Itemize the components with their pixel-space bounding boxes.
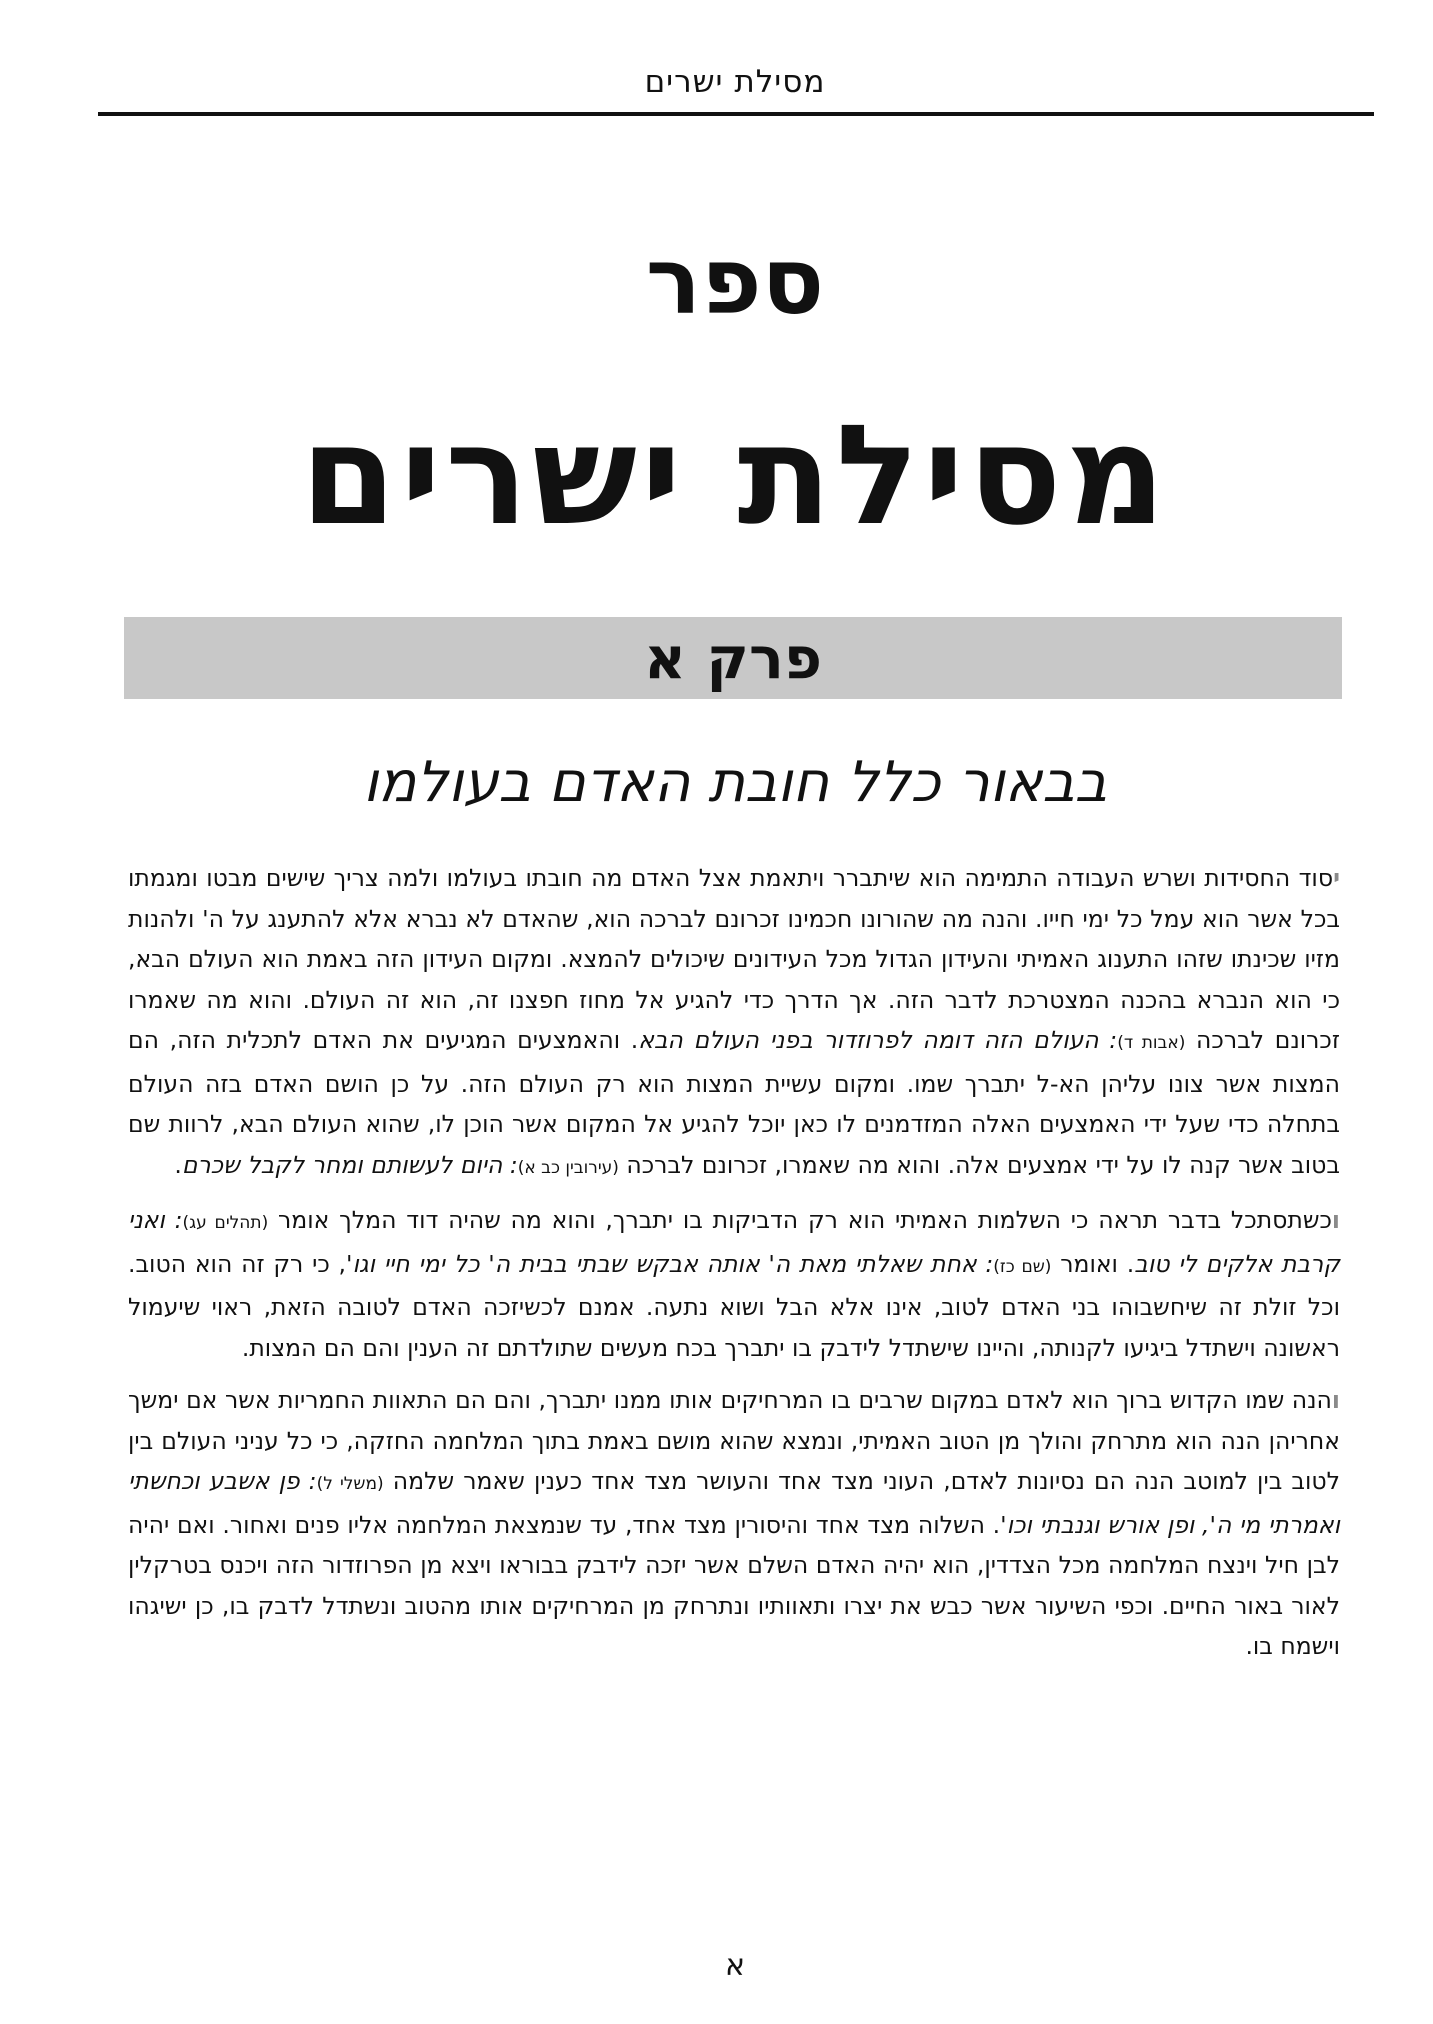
header-rule [98,112,1374,116]
quotation: : פן אשבע וכחשתי ואמרתי מי ה', ופן אורש וגנבתי וכו' [128,1467,1341,1539]
source-citation: (תהלים עג) [182,1213,269,1233]
paragraph-text: . השלוה מצד אחד והיסורין מצד אחד, עד שנמצאת המלחמה אליו פנים ואחור. ואם יהיה לבן חיל וינצח המלחמה מכל הצדדין, הוא יהיה האדם השלם אשר יזכה לידבק בבוראו ויצא מן הפרוזדור הזה ויכנס בטרקלין לאור באור החיים. וכפי השיעור אשר כבש את יצרו ותאוותיו ונתרחק מן המרחיקים אותו מהטוב ונשתדל לדבק בו, כן ישיגהו וישמח בו. [128,1510,1340,1660]
page-number: א [724,1948,746,1983]
source-citation: (שם כז) [993,1256,1052,1277]
chapter-banner [124,617,1342,699]
paragraph-text: . [174,1150,182,1179]
chapter-subtitle: בבאור כלל חובת האדם בעולמו [362,750,1108,815]
quotation: : העולם הזה דומה לפרוזדור בפני העולם הבא [638,1026,1118,1054]
running-header: מסילת ישרים [644,64,826,100]
paragraph-text: . והאמצעים המגיעים את האדם לתכלית הזה, הם המצות אשר צונו עליהן הא-ל יתברך שמו. ומקום עשיית המצות הוא רק העולם הזה. על כן הושם האדם בזה העולם בתחלה כדי שעל ידי האמצעים האלה המזדמנים לו כאן יוכל להגיע אל המקום אשר הוכן לו, שהוא העולם הבא, לרוות שם בטוב אשר קנה לו על ידי אמצעים אלה. והוא מה שאמרו, זכרונם לברכה [128,1026,1340,1179]
quotation: : אחת שאלתי מאת ה' אותה אבקש שבתי בבית ה' כל ימי חיי וגו' [346,1249,994,1278]
drop-initial: ו [1331,1386,1340,1414]
paragraph-text: סוד החסידות ושרש העבודה התמימה הוא שיתברר ויתאמת אצל האדם מה חובתו בעולמו ולמה צריך שישים מבטו ומגמתו בכל אשר הוא עמל כל ימי חייו. והנה מה שהורונו חכמינו זכרונם לברכה הוא, שהאדם לא נברא אלא להתענג על ה' ולהנות מזיו שכינתו שזהו התענוג האמיתי והעידון הגדול מכל העידונים שיכולים להמצא. ומקום העידון הזה באמת הוא העולם הבא, כי הוא הנברא בהכנה המצטרכת לדבר הזה. אך הדרך כדי להגיע אל מחוז חפצנו זה, הוא זה העולם. והוא מה שאמרו זכרונם לברכה [128,864,1340,1054]
source-citation: (משלי ל) [316,1474,384,1494]
body-text [128,858,1340,1679]
book-label: ספר [645,228,825,335]
paragraph-text: הנה שמו הקדוש ברוך הוא לאדם במקום שרבים בו המרחיקים אותו ממנו יתברך, והם הם התאוות החמריות אשר אם ימשך אחריהן הנה הוא מתרחק והולך מן הטוב האמיתי, ונמצא שהוא מושם באמת בתוך המלחמה החזקה, כי כל עניני העולם בין לטוב בין למוטב הנה הם נסיונות לאדם, העוני מצד אחד והעושר מצד אחד כענין שאמר שלמה [128,1386,1341,1495]
drop-initial: ו [1331,1206,1340,1234]
paragraph-2 [128,1200,1340,1368]
drop-initial: י [1333,864,1340,892]
paragraph-3 [128,1380,1340,1667]
chapter-label: פרק א [643,624,823,692]
source-citation: (עירובין כב א) [517,1157,619,1178]
paragraph-text: כשתסתכל בדבר תראה כי השלמות האמיתי הוא רק הדביקות בו יתברך, והוא מה שהיה דוד המלך אומר [268,1206,1332,1234]
source-citation: (אבות ד) [1117,1033,1186,1053]
paragraph-text: , כי רק זה הוא הטוב. וכל זולת זה שיחשבוהו בני האדם לטוב, אינו אלא הבל ושוא נתעה. אמנם לכשיזכה האדם לטובה הזאת, ראוי שיעמול ראשונה וישתדל ביגיעו לקנותה, והיינו שישתדל לידבק בו יתברך בכח מעשים שתולדתם זה הענין והם הם המצות. [128,1249,1340,1362]
paragraph-1 [128,858,1340,1188]
quotation: : ואני קרבת אלקים לי טוב [128,1206,1340,1278]
quotation: : היום לעשותם ומחר לקבל שכרם [181,1150,518,1179]
book-title: מסילת ישרים [300,395,1170,556]
paragraph-text: . ואומר [1051,1249,1135,1278]
